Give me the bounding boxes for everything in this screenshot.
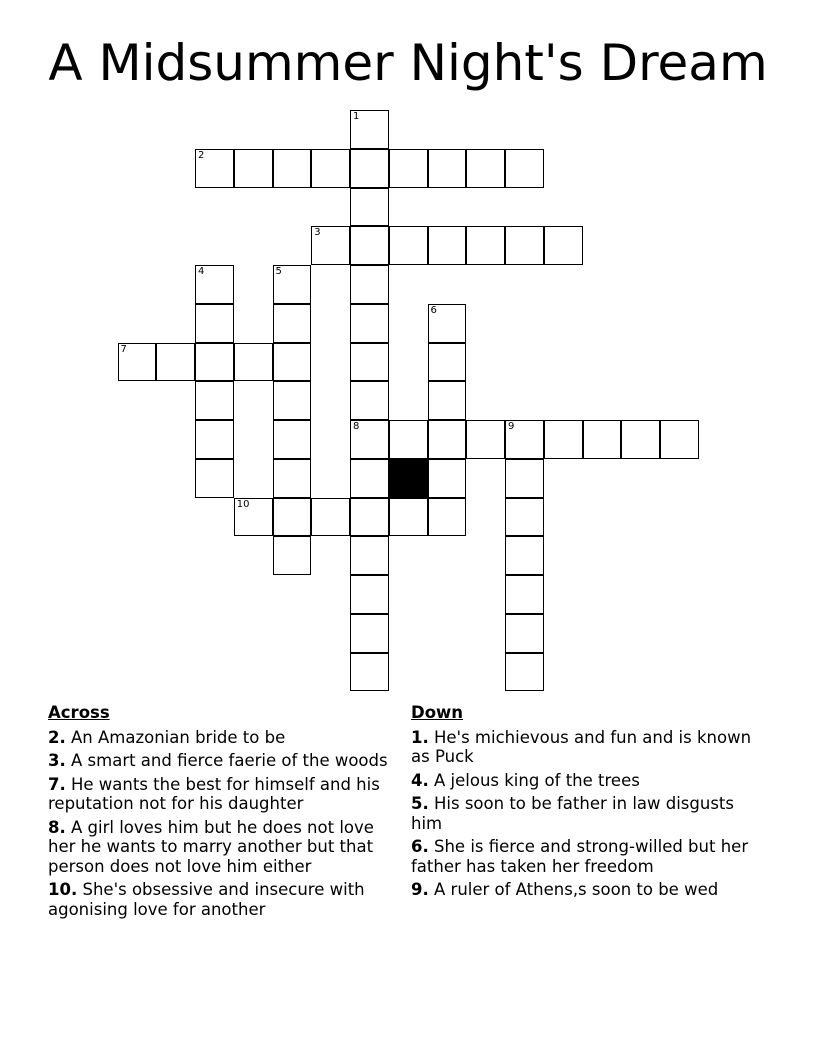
down-clues bbox=[411, 703, 756, 904]
cell-number: 6 bbox=[430, 304, 437, 316]
grid-cell[interactable] bbox=[621, 420, 660, 459]
across-clue bbox=[48, 818, 403, 877]
clue-text: She's obsessive and insecure with agonising love for another bbox=[48, 880, 365, 919]
grid-cell[interactable] bbox=[350, 381, 389, 420]
clue-text: He's michievous and fun and is known as Puck bbox=[411, 727, 752, 766]
grid-cell[interactable] bbox=[350, 149, 389, 188]
grid-cell[interactable] bbox=[311, 498, 350, 537]
grid-cell[interactable] bbox=[428, 420, 467, 459]
grid-cell[interactable] bbox=[389, 420, 428, 459]
grid-cell[interactable] bbox=[428, 498, 467, 537]
grid-cell[interactable] bbox=[428, 226, 467, 265]
grid-cell[interactable] bbox=[195, 420, 234, 459]
grid-cell[interactable] bbox=[195, 343, 234, 382]
down-clue bbox=[411, 880, 756, 900]
grid-cell[interactable] bbox=[505, 536, 544, 575]
grid-cell[interactable] bbox=[350, 226, 389, 265]
grid-cell[interactable] bbox=[350, 343, 389, 382]
puzzle-title: A Midsummer Night's Dream bbox=[48, 34, 768, 92]
grid-cell[interactable] bbox=[273, 459, 312, 498]
clue-number: 8. bbox=[48, 817, 66, 837]
grid-cell[interactable] bbox=[156, 343, 195, 382]
clue-number: 4. bbox=[411, 770, 429, 790]
grid-cell[interactable] bbox=[505, 420, 544, 459]
grid-cell[interactable] bbox=[311, 149, 350, 188]
grid-cell[interactable] bbox=[273, 149, 312, 188]
grid-cell[interactable] bbox=[234, 149, 273, 188]
blocked-cell bbox=[389, 459, 428, 498]
grid-cell[interactable] bbox=[389, 498, 428, 537]
clue-text: A ruler of Athens,s soon to be wed bbox=[434, 880, 719, 899]
grid-cell[interactable] bbox=[195, 304, 234, 343]
grid-cell[interactable] bbox=[428, 304, 467, 343]
clue-text: He wants the best for himself and his reputation not for his daughter bbox=[48, 774, 380, 813]
grid-cell[interactable] bbox=[350, 536, 389, 575]
grid-cell[interactable] bbox=[583, 420, 622, 459]
grid-cell[interactable] bbox=[234, 343, 273, 382]
grid-cell[interactable] bbox=[389, 226, 428, 265]
grid-cell[interactable] bbox=[350, 498, 389, 537]
clue-number: 10. bbox=[48, 880, 78, 899]
grid-cell[interactable] bbox=[195, 149, 234, 188]
grid-cell[interactable] bbox=[273, 536, 312, 575]
grid-cell[interactable] bbox=[428, 459, 467, 498]
grid-cell[interactable] bbox=[350, 575, 389, 614]
clue-number: 5. bbox=[411, 794, 429, 813]
grid-cell[interactable] bbox=[428, 343, 467, 382]
grid-cell[interactable] bbox=[350, 459, 389, 498]
clue-number: 1. bbox=[411, 727, 429, 747]
grid-cell[interactable] bbox=[466, 149, 505, 188]
grid-cell[interactable] bbox=[505, 226, 544, 265]
grid-cell[interactable] bbox=[389, 149, 428, 188]
clue-text: A jelous king of the trees bbox=[434, 770, 640, 790]
grid-cell[interactable] bbox=[118, 343, 157, 382]
clue-number: 6. bbox=[411, 837, 429, 856]
clue-text: His soon to be father in law disgusts him bbox=[411, 794, 734, 833]
grid-cell[interactable] bbox=[350, 188, 389, 227]
cell-number: 7 bbox=[120, 343, 127, 355]
grid-cell[interactable] bbox=[273, 420, 312, 459]
clue-number: 9. bbox=[411, 880, 429, 899]
grid-cell[interactable] bbox=[505, 149, 544, 188]
cell-number: 1 bbox=[353, 111, 360, 122]
cell-number: 3 bbox=[314, 227, 321, 239]
grid-cell[interactable] bbox=[273, 343, 312, 382]
grid-cell[interactable] bbox=[234, 498, 273, 537]
grid-cell[interactable] bbox=[660, 420, 699, 459]
down-clue bbox=[411, 794, 756, 833]
grid-cell[interactable] bbox=[350, 110, 389, 149]
across-clues bbox=[48, 703, 403, 923]
grid-cell[interactable] bbox=[273, 498, 312, 537]
grid-cell[interactable] bbox=[273, 304, 312, 343]
grid-cell[interactable] bbox=[544, 226, 583, 265]
cell-number: 9 bbox=[508, 421, 515, 432]
grid-cell[interactable] bbox=[505, 614, 544, 653]
clue-text: An Amazonian bride to be bbox=[71, 727, 286, 747]
down-heading: Down bbox=[411, 703, 464, 722]
grid-cell[interactable] bbox=[350, 653, 389, 692]
grid-cell[interactable] bbox=[505, 459, 544, 498]
grid-cell[interactable] bbox=[350, 420, 389, 459]
grid-cell[interactable] bbox=[428, 381, 467, 420]
grid-cell[interactable] bbox=[350, 614, 389, 653]
cell-number: 4 bbox=[198, 266, 205, 277]
grid-cell[interactable] bbox=[350, 304, 389, 343]
grid-cell[interactable] bbox=[350, 265, 389, 304]
grid-cell[interactable] bbox=[273, 381, 312, 420]
grid-cell[interactable] bbox=[505, 575, 544, 614]
cell-number: 5 bbox=[275, 266, 282, 277]
clue-text: She is fierce and strong-willed but her father has taken her freedom bbox=[411, 837, 749, 876]
grid-cell[interactable] bbox=[466, 226, 505, 265]
across-heading: Across bbox=[48, 703, 110, 722]
cell-number: 10 bbox=[236, 498, 250, 510]
grid-cell[interactable] bbox=[428, 149, 467, 188]
grid-cell[interactable] bbox=[544, 420, 583, 459]
across-clue bbox=[48, 880, 403, 919]
down-clue bbox=[411, 728, 756, 767]
across-clue bbox=[48, 775, 403, 814]
grid-cell[interactable] bbox=[311, 226, 350, 265]
clue-text: A smart and fierce faerie of the woods bbox=[71, 751, 388, 770]
across-clue bbox=[48, 728, 403, 748]
grid-cell[interactable] bbox=[195, 459, 234, 498]
grid-cell[interactable] bbox=[466, 420, 505, 459]
down-clue bbox=[411, 771, 756, 791]
clue-number: 3. bbox=[48, 751, 66, 770]
grid-cell[interactable] bbox=[195, 381, 234, 420]
cell-number: 2 bbox=[198, 149, 205, 161]
across-clue bbox=[48, 751, 403, 771]
grid-cell[interactable] bbox=[195, 265, 234, 304]
clue-text: A girl loves him but he does not love her he wants to marry another but that person does not love him either bbox=[48, 817, 374, 876]
down-clue bbox=[411, 837, 756, 876]
grid-cell[interactable] bbox=[273, 265, 312, 304]
cell-number: 8 bbox=[353, 421, 360, 432]
grid-cell[interactable] bbox=[505, 498, 544, 537]
clue-number: 2. bbox=[48, 727, 66, 747]
clue-number: 7. bbox=[48, 774, 66, 794]
grid-cell[interactable] bbox=[505, 653, 544, 692]
